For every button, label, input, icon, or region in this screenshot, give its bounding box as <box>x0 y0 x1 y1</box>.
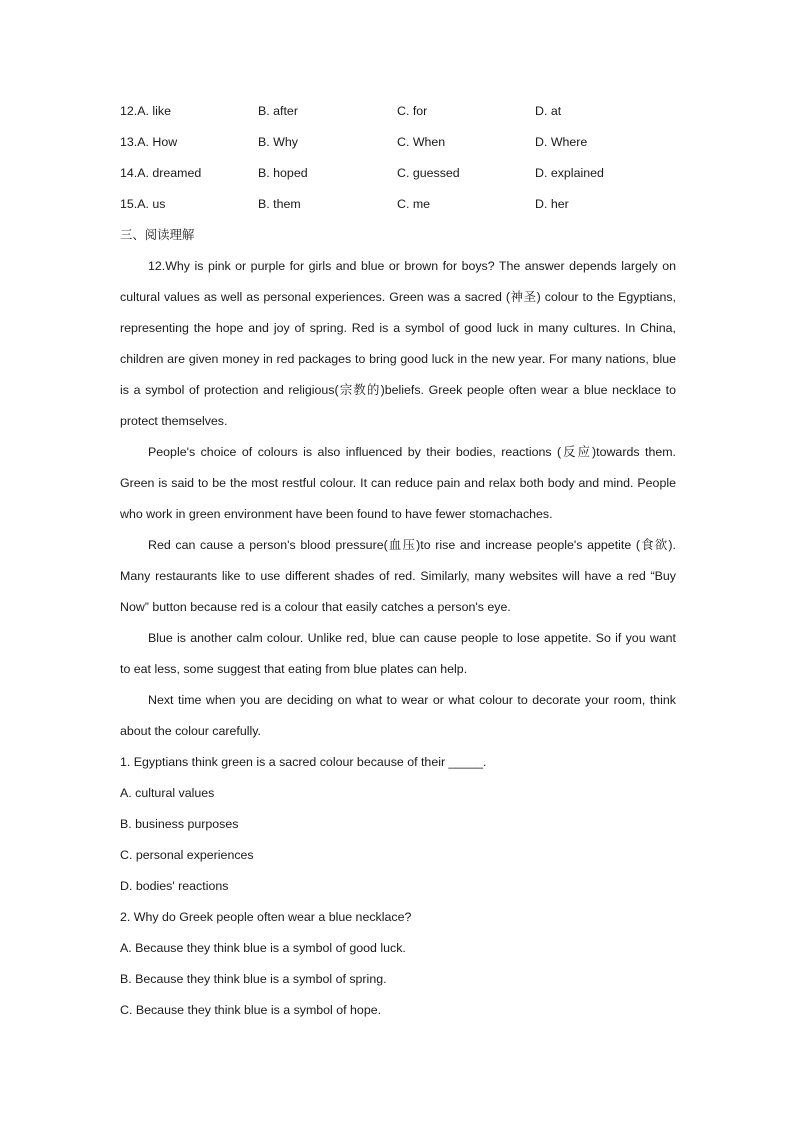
option-row-14 <box>120 162 676 193</box>
option-b: B. them <box>258 197 301 211</box>
document-page <box>120 100 676 1030</box>
question-2-stem: 2. Why do Greek people often wear a blue necklace? <box>120 910 412 924</box>
passage-paragraph-3: Red can cause a person's blood pressure(血压)to rise and increase people's appetite (食欲). Many restaurants like to use different shades of red. Similarly, many websites will have a red “Buy Now” button because red is a colour that easily catches a person's eye. <box>120 538 676 614</box>
passage-paragraph-1: 12.Why is pink or purple for girls and blue or brown for boys? The answer depends largely on cultural values as well as personal experiences. Green was a sacred (神圣) colour to the Egyptians, representing the hope and joy of spring. Red is a symbol of good luck in many cultures. In China, children are given money in red packages to bring good luck in the new year. For many nations, blue is a symbol of protection and religious(宗教的)beliefs. Greek people often wear a blue necklace to protect themselves. <box>120 259 676 428</box>
option-c: C. me <box>397 197 431 211</box>
question-1-choice-b: B. business purposes <box>120 817 239 831</box>
passage-paragraph-4: Blue is another calm colour. Unlike red, blue can cause people to lose appetite. So if you want to eat less, some suggest that eating from blue plates can help. <box>120 631 676 676</box>
option-b: B. hoped <box>258 166 308 180</box>
section-title: 三、阅读理解 <box>120 228 195 242</box>
option-c: C. for <box>397 104 428 118</box>
passage-paragraph-5: Next time when you are deciding on what to wear or what colour to decorate your room, think about the colour carefully. <box>120 693 676 738</box>
option-b: B. after <box>258 104 298 118</box>
option-c: C. guessed <box>397 166 460 180</box>
question-2-choice-a: A. Because they think blue is a symbol of good luck. <box>120 941 406 955</box>
passage-paragraph-2: People's choice of colours is also influenced by their bodies, reactions (反应)towards them. Green is said to be the most restful colour. It can reduce pain and relax both body and mind. People who work in green environment have been found to have fewer stomachaches. <box>120 445 676 521</box>
question-1-choice-d: D. bodies' reactions <box>120 879 229 893</box>
question-1-stem: 1. Egyptians think green is a sacred colour because of their _____. <box>120 755 487 769</box>
question-1-choice-c: C. personal experiences <box>120 848 254 862</box>
option-row-13 <box>120 131 676 162</box>
option-a: 15.A. us <box>120 197 166 211</box>
option-row-12 <box>120 100 676 131</box>
option-b: B. Why <box>258 135 298 149</box>
option-c: C. When <box>397 135 446 149</box>
option-a: 13.A. How <box>120 135 178 149</box>
question-2-choice-b: B. Because they think blue is a symbol of spring. <box>120 972 387 986</box>
question-2-choice-c: C. Because they think blue is a symbol of hope. <box>120 1003 382 1017</box>
question-1-choice-a: A. cultural values <box>120 786 215 800</box>
option-d: D. Where <box>535 135 588 149</box>
option-d: D. her <box>535 197 569 211</box>
option-a: 14.A. dreamed <box>120 166 202 180</box>
option-d: D. at <box>535 104 562 118</box>
option-row-15 <box>120 193 676 224</box>
option-d: D. explained <box>535 166 604 180</box>
option-a: 12.A. like <box>120 104 171 118</box>
